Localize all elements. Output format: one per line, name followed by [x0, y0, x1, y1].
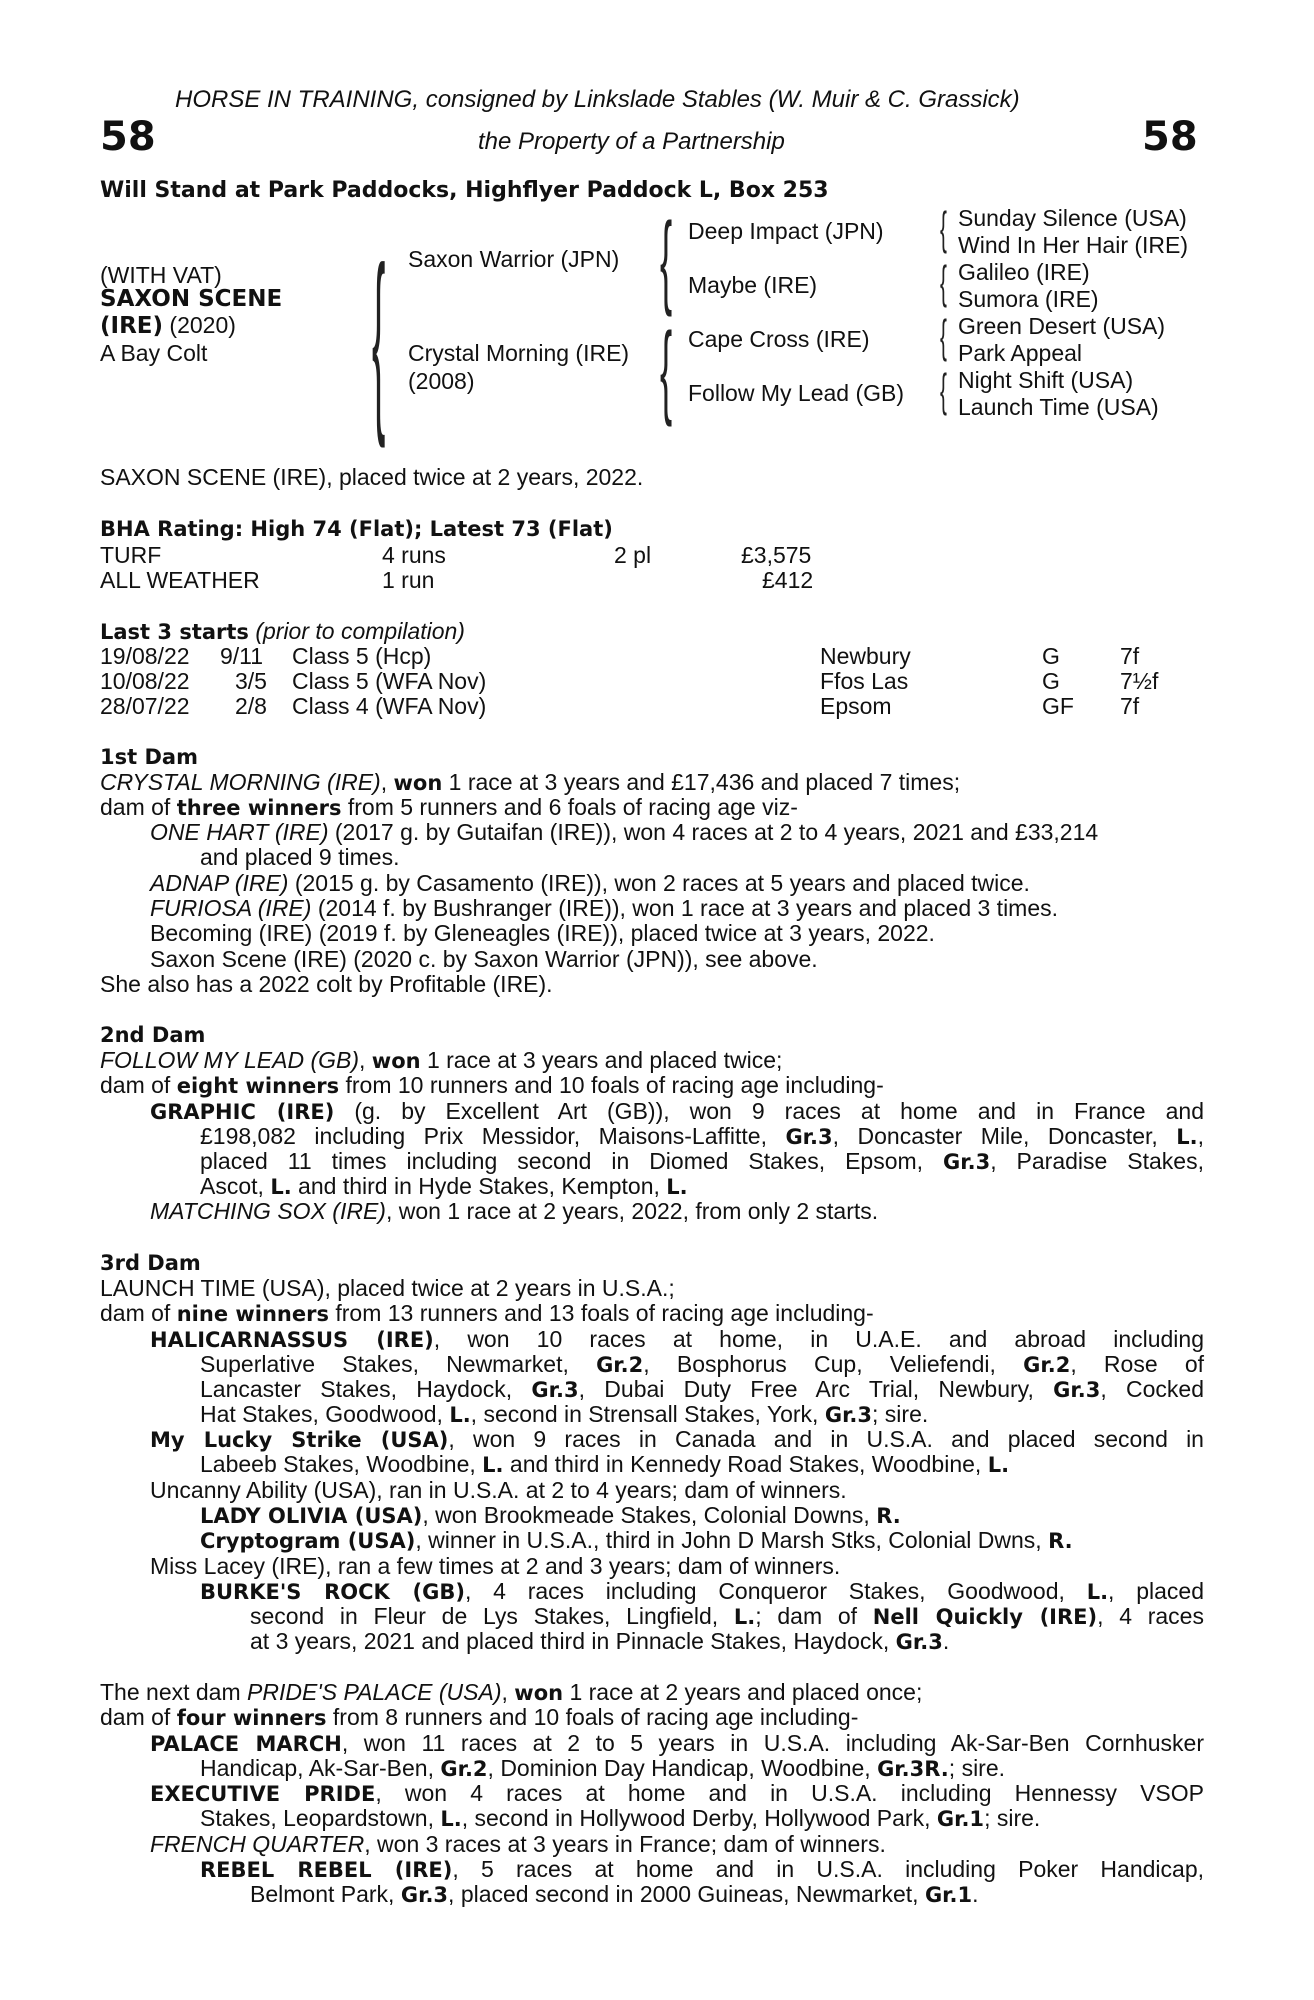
offspring-saxon-scene: Saxon Scene (IRE) (2020 c. by Saxon Warrior (JPN)), see above.: [150, 946, 818, 972]
first-dam-extra: She also has a 2022 colt by Profitable (IRE).: [100, 971, 553, 997]
rating-row-aw: ALL WEATHER 1 run £412: [100, 567, 814, 593]
ancestor-g8: Launch Time (USA): [958, 394, 1159, 420]
offspring-one-hart: ONE HART (IRE) (2017 g. by Gutaifan (IRE)), won 4 races at 2 to 4 years, 2021 and £33,214: [150, 819, 1099, 845]
offspring-my-lucky-strike-cont: Labeeb Stakes, Woodbine, L. and third in Kennedy Road Stakes, Woodbine, L.: [200, 1451, 1010, 1477]
second-dam-line: FOLLOW MY LEAD (GB), won 1 race at 3 years and placed twice;: [100, 1047, 783, 1073]
horse-country-year: (IRE) (2020): [100, 312, 236, 339]
sire-dam-name: Maybe (IRE): [688, 272, 818, 298]
offspring-graphic-cont: Ascot, L. and third in Hyde Stakes, Kempton, L.: [200, 1173, 688, 1199]
ancestor-g4: Sumora (IRE): [958, 286, 1099, 312]
third-dam-heading: 3rd Dam: [100, 1251, 201, 1275]
second-dam-heading: 2nd Dam: [100, 1023, 206, 1047]
offspring-french-quarter: FRENCH QUARTER, won 3 races at 3 years in France; dam of winners.: [150, 1831, 886, 1857]
offspring-my-lucky-strike: My Lucky Strike (USA), won 9 races in Canada and in U.S.A. and placed second in: [150, 1426, 1204, 1452]
sire-sire-name: Deep Impact (JPN): [688, 218, 884, 244]
pedigree-brace-g1: {: [940, 202, 947, 254]
dam-year: (2008): [408, 368, 475, 394]
stand-location: Will Stand at Park Paddocks, Highflyer Paddock L, Box 253: [100, 178, 829, 203]
vat-label: (WITH VAT): [100, 262, 222, 288]
offspring-executive-pride: EXECUTIVE PRIDE, won 4 races at home and in U.S.A. including Hennessy VSOP: [150, 1780, 1204, 1806]
bha-rating-heading: BHA Rating: High 74 (Flat); Latest 73 (Flat): [100, 517, 613, 541]
horse-description: A Bay Colt: [100, 340, 208, 366]
next-dam-line: The next dam PRIDE'S PALACE (USA), won 1 race at 2 years and placed once;: [100, 1679, 923, 1705]
offspring-graphic-cont: £198,082 including Prix Messidor, Maisons-Laffitte, Gr.3, Doncaster Mile, Doncaster, L.,: [200, 1123, 1204, 1149]
offspring-halicarnassus-cont: Superlative Stakes, Newmarket, Gr.2, Bosphorus Cup, Veliefendi, Gr.2, Rose of: [200, 1351, 1205, 1377]
dam-sire-name: Cape Cross (IRE): [688, 326, 870, 352]
last-starts-heading: Last 3 starts (prior to compilation): [100, 618, 465, 644]
first-dam-heading: 1st Dam: [100, 745, 198, 769]
horse-name: SAXON SCENE: [100, 286, 283, 312]
third-dam-produce: dam of nine winners from 13 runners and 13 foals of racing age including-: [100, 1300, 874, 1326]
second-dam-produce: dam of eight winners from 10 runners and 10 foals of racing age including-: [100, 1072, 884, 1098]
offspring-miss-lacey: Miss Lacey (IRE), ran a few times at 2 and 3 years; dam of winners.: [150, 1553, 841, 1579]
ancestor-g5: Green Desert (USA): [958, 313, 1166, 339]
start-row: 28/07/22 2/8 Class 4 (WFA Nov) Epsom GF 7f: [100, 693, 1140, 719]
offspring-adnap: ADNAP (IRE) (2015 g. by Casamento (IRE)), won 2 races at 5 years and placed twice.: [150, 870, 1030, 896]
offspring-becoming: Becoming (IRE) (2019 f. by Gleneagles (IRE)), placed twice at 3 years, 2022.: [150, 920, 935, 946]
pedigree-brace-g3: {: [940, 310, 947, 362]
ancestor-g3: Galileo (IRE): [958, 259, 1090, 285]
offspring-furiosa: FURIOSA (IRE) (2014 f. by Bushranger (IRE)), won 1 race at 3 years and placed 3 times.: [150, 895, 1059, 921]
offspring-executive-pride-cont: Stakes, Leopardstown, L., second in Hollywood Derby, Hollywood Park, Gr.1; sire.: [200, 1805, 1041, 1831]
grandchild-lady-olivia: LADY OLIVIA (USA), won Brookmeade Stakes, Colonial Downs, R.: [200, 1502, 901, 1528]
grandchild-rebel-rebel-cont: Belmont Park, Gr.3, placed second in 2000 Guineas, Newmarket, Gr.1.: [250, 1881, 979, 1907]
start-row: 19/08/22 9/11 Class 5 (Hcp) Newbury G 7f: [100, 643, 1140, 669]
next-dam-produce: dam of four winners from 8 runners and 10 foals of racing age including-: [100, 1704, 859, 1730]
dam-dam-name: Follow My Lead (GB): [688, 380, 905, 406]
dam-name: Crystal Morning (IRE): [408, 340, 630, 366]
first-dam-produce: dam of three winners from 5 runners and 6 foals of racing age viz-: [100, 794, 798, 820]
grandchild-burkes-rock-cont: at 3 years, 2021 and placed third in Pinnacle Stakes, Haydock, Gr.3.: [250, 1628, 950, 1654]
horse-summary: SAXON SCENE (IRE), placed twice at 2 years, 2022.: [100, 464, 644, 490]
offspring-halicarnassus: HALICARNASSUS (IRE), won 10 races at home, in U.A.E. and abroad including: [150, 1326, 1204, 1352]
rating-row-turf: TURF 4 runs 2 pl £3,575: [100, 542, 812, 568]
offspring-uncanny-ability: Uncanny Ability (USA), ran in U.S.A. at 2 to 4 years; dam of winners.: [150, 1477, 847, 1503]
pedigree-brace-g4: {: [940, 364, 947, 416]
offspring-halicarnassus-cont: Lancaster Stakes, Haydock, Gr.3, Dubai Duty Free Arc Trial, Newbury, Gr.3, Cocked: [200, 1376, 1204, 1402]
pedigree-brace-g2: {: [940, 256, 947, 308]
start-row: 10/08/22 3/5 Class 5 (WFA Nov) Ffos Las G 7½f: [100, 668, 1159, 694]
offspring-palace-march-cont: Handicap, Ak-Sar-Ben, Gr.2, Dominion Day Handicap, Woodbine, Gr.3R.; sire.: [200, 1755, 1006, 1781]
third-dam-line: LAUNCH TIME (USA), placed twice at 2 years in U.S.A.;: [100, 1275, 675, 1301]
offspring-halicarnassus-cont: Hat Stakes, Goodwood, L., second in Strensall Stakes, York, Gr.3; sire.: [200, 1401, 929, 1427]
grandchild-cryptogram: Cryptogram (USA), winner in U.S.A., third in John D Marsh Stks, Colonial Dwns, R.: [200, 1527, 1073, 1553]
lot-number-left: 58: [100, 114, 156, 160]
ancestor-g6: Park Appeal: [958, 340, 1083, 366]
sire-name: Saxon Warrior (JPN): [408, 246, 620, 272]
property-subtitle: the Property of a Partnership: [478, 128, 785, 155]
lot-number-right: 58: [1142, 114, 1198, 160]
offspring-matching-sox: MATCHING SOX (IRE), won 1 race at 2 years, 2022, from only 2 starts.: [150, 1198, 879, 1224]
offspring-one-hart-cont: and placed 9 times.: [200, 844, 400, 870]
offspring-graphic-cont: placed 11 times including second in Diomed Stakes, Epsom, Gr.3, Paradise Stakes,: [200, 1148, 1204, 1174]
grandchild-burkes-rock-cont: second in Fleur de Lys Stakes, Lingfield, L.; dam of Nell Quickly (IRE), 4 races: [250, 1603, 1204, 1629]
pedigree-brace-main: {: [372, 226, 386, 449]
ancestor-g7: Night Shift (USA): [958, 367, 1134, 393]
consignor-title: HORSE IN TRAINING, consigned by Linkslade Stables (W. Muir & C. Grassick): [175, 86, 1020, 113]
pedigree-brace-sire: {: [660, 202, 673, 318]
offspring-palace-march: PALACE MARCH, won 11 races at 2 to 5 years in U.S.A. including Ak-Sar-Ben Cornhusker: [150, 1730, 1204, 1756]
grandchild-burkes-rock: BURKE'S ROCK (GB), 4 races including Conqueror Stakes, Goodwood, L., placed: [200, 1578, 1204, 1604]
grandchild-rebel-rebel: REBEL REBEL (IRE), 5 races at home and in U.S.A. including Poker Handicap,: [200, 1856, 1204, 1882]
ancestor-g2: Wind In Her Hair (IRE): [958, 232, 1189, 258]
ancestor-g1: Sunday Silence (USA): [958, 205, 1187, 231]
pedigree-brace-dam: {: [660, 312, 673, 428]
first-dam-line: CRYSTAL MORNING (IRE), won 1 race at 3 years and £17,436 and placed 7 times;: [100, 769, 961, 795]
offspring-graphic: GRAPHIC (IRE) (g. by Excellent Art (GB)), won 9 races at home and in France and: [150, 1098, 1204, 1124]
